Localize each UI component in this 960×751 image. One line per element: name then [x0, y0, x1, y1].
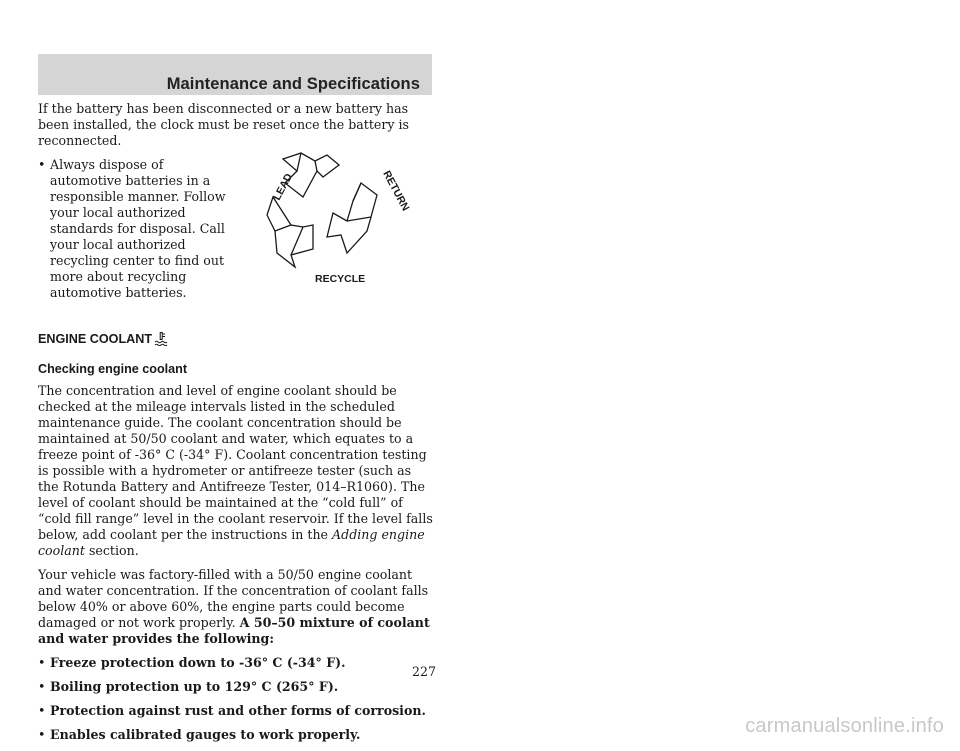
coolant-paragraph-1 [38, 383, 433, 559]
subheading: Checking engine coolant [38, 362, 188, 376]
list-item [38, 679, 433, 695]
recycle-label: RECYCLE [315, 273, 366, 285]
bullet-icon: • [38, 679, 46, 694]
page-title: Maintenance and Specifications [166, 75, 420, 93]
section-heading [38, 331, 433, 347]
benefit-text: Enables calibrated gauges to work properly. [50, 727, 361, 742]
page-content [38, 101, 433, 751]
benefit-text: Boiling protection up to 129° C (265° F). [50, 679, 339, 694]
list-item [38, 703, 433, 719]
adding-engine-coolant-ref: Adding engine coolant [38, 527, 425, 558]
list-item [38, 655, 433, 671]
para2-main: Your vehicle was factory-filled with a 50/50 engine coolant and water concentration. If the concentration of coolant falls below 40% or above 60%, the engine parts could become damaged or not work properly. [38, 567, 429, 630]
coolant-paragraph-2 [38, 567, 433, 647]
return-label: RETURN [380, 168, 412, 214]
page-number: 227 [412, 664, 437, 679]
benefit-text: Freeze protection down to -36° C (-34° F). [50, 655, 346, 670]
benefits-list [38, 655, 433, 743]
recycle-bullet [38, 157, 235, 301]
lead-label: LEAD [271, 171, 296, 203]
recycle-figure [243, 149, 433, 299]
coolant-temperature-icon [154, 332, 170, 346]
bullet-icon: • [38, 703, 46, 718]
bullet-icon: • [38, 655, 46, 670]
recycle-arrows-icon [243, 149, 433, 299]
para1-tail: section. [88, 543, 139, 558]
para2-bold: A 50–50 mixture of coolant and water provides the following: [38, 615, 430, 646]
list-item [38, 727, 433, 743]
section-heading-text: ENGINE COOLANT [38, 332, 153, 346]
intro-paragraph: If the battery has been disconnected or a new battery has been installed, the clock must be reset once the battery is reconnected. [38, 101, 409, 148]
recycle-bullet-text: Always dispose of automotive batteries in a responsible manner. Follow your local authorized standards for disposal. Call your local authorized recycling center to find out more about recycling automotive batteries. [50, 157, 226, 300]
para1-main: The concentration and level of engine coolant should be checked at the mileage intervals listed in the scheduled maintenance guide. The coolant concentration should be maintained at 50/50 coolant and water, which equates to a freeze point of -36° C (-34° F). Coolant concentration testing is possible with a hydrometer or antifreeze tester (such as the Rotunda Battery and Antifreeze Tester, 014–R1060). The level of coolant should be maintained at the “cold full” of “cold fill range” level in the coolant reservoir. If the level falls below, add coolant per the instructions in the [38, 383, 433, 542]
header-band [38, 54, 432, 95]
bullet-icon: • [38, 157, 46, 172]
bullet-icon: • [38, 727, 46, 742]
benefit-text: Protection against rust and other forms of corrosion. [50, 703, 426, 718]
recycle-section [38, 157, 433, 309]
watermark: carmanualsonline.info [745, 715, 944, 737]
